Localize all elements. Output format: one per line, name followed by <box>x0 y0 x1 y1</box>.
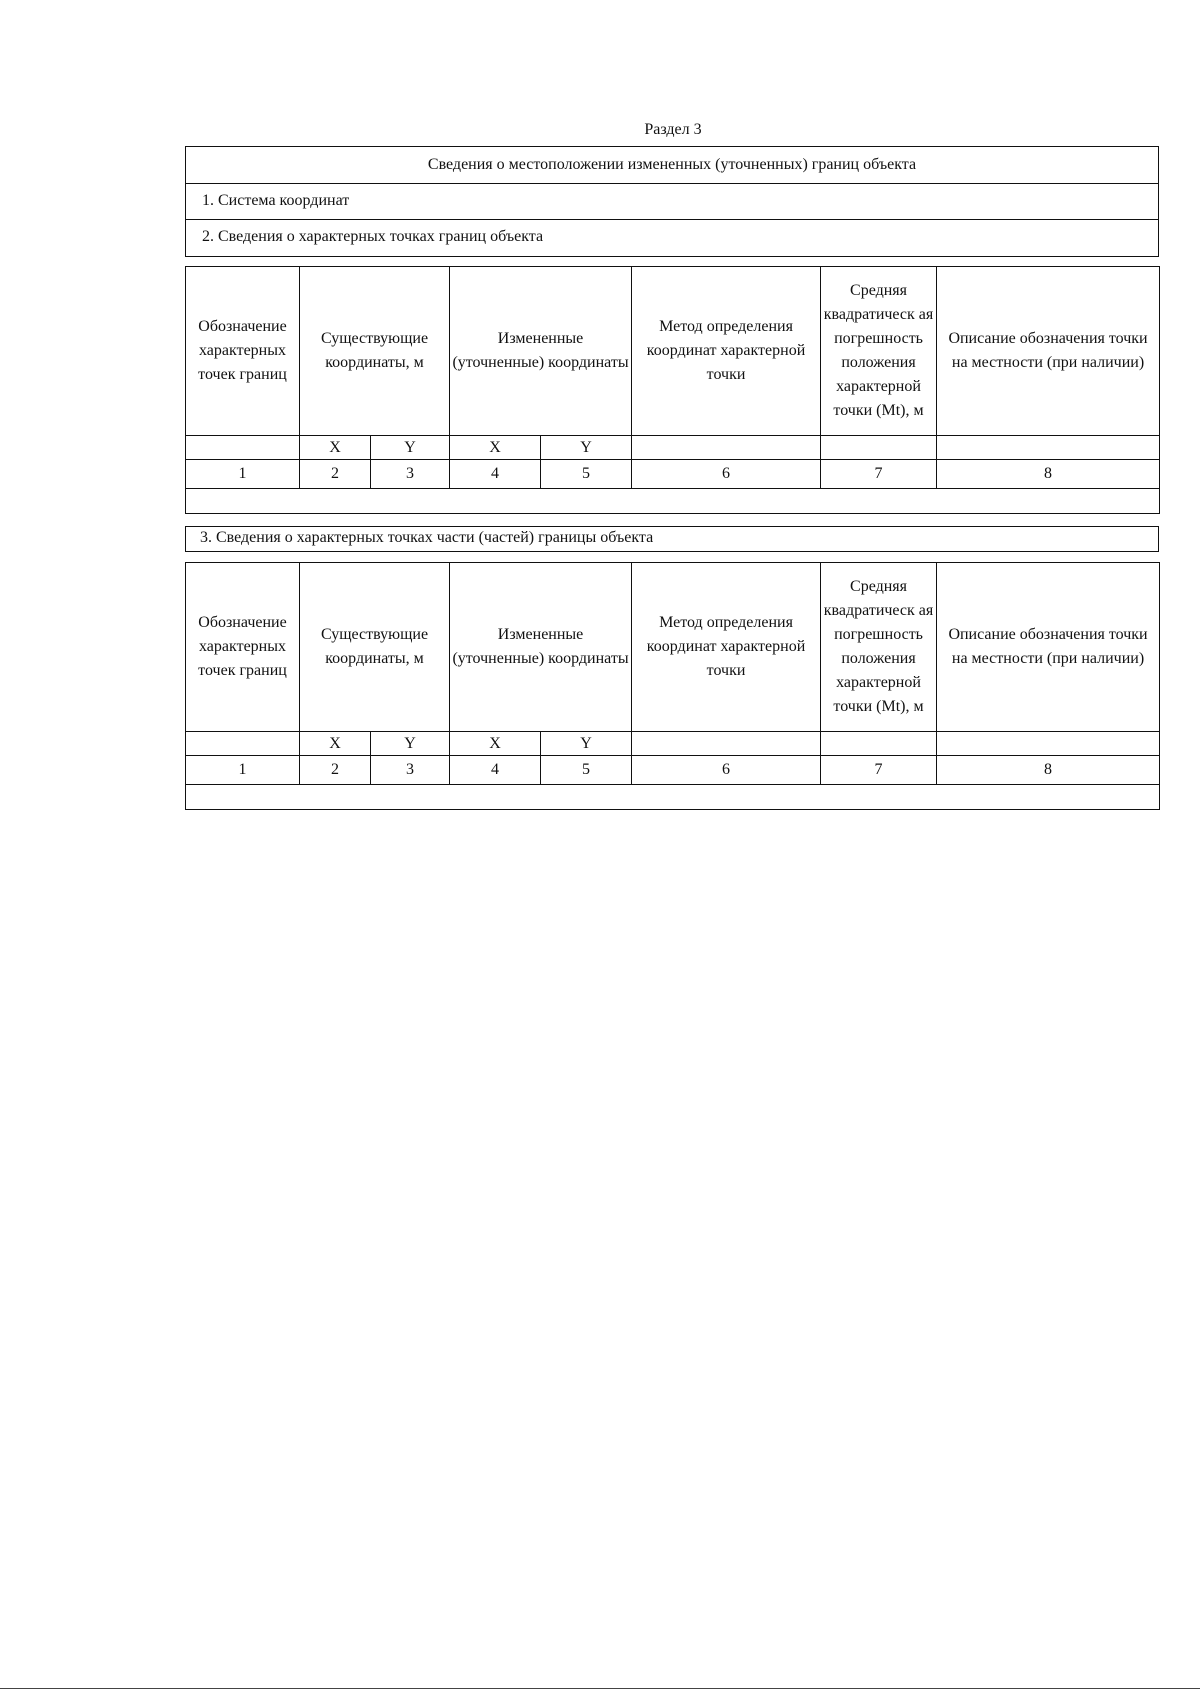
col-point-label: Обозначение характерных точек границ <box>186 563 300 732</box>
axis-cell-empty <box>821 732 937 756</box>
axis-cell-empty <box>937 732 1160 756</box>
header-row <box>186 267 1160 436</box>
parts-heading: 3. Сведения о характерных точках части (частей) границы объекта <box>185 526 1159 552</box>
section-title: Раздел 3 <box>644 121 702 138</box>
col-error: Средняя квадратическ ая погрешность положения характерной точки (Mt), м <box>821 267 937 436</box>
axis-row <box>186 732 1160 756</box>
boundary-points-table <box>185 266 1160 514</box>
empty-data-row <box>186 489 1160 514</box>
col-error: Средняя квадратическ ая погрешность положения характерной точки (Mt), м <box>821 563 937 732</box>
column-number: 8 <box>937 756 1160 785</box>
column-number: 4 <box>450 460 541 489</box>
column-number: 1 <box>186 756 300 785</box>
column-number: 8 <box>937 460 1160 489</box>
axis-cell-empty <box>186 436 300 460</box>
column-number: 2 <box>300 460 371 489</box>
axis-row <box>186 436 1160 460</box>
column-number: 5 <box>541 460 632 489</box>
column-number: 6 <box>632 460 821 489</box>
col-existing-coords: Существующие координаты, м <box>300 563 450 732</box>
axis-cell: Y <box>371 436 450 460</box>
column-number: 3 <box>371 756 450 785</box>
column-number: 2 <box>300 756 371 785</box>
axis-cell: Y <box>541 732 632 756</box>
col-changed-coords: Измененные (уточненные) координаты <box>450 563 632 732</box>
axis-cell: Y <box>371 732 450 756</box>
page-bottom-rule <box>0 1688 1200 1689</box>
axis-cell-empty <box>632 436 821 460</box>
column-number: 1 <box>186 460 300 489</box>
axis-cell-empty <box>186 732 300 756</box>
column-number: 7 <box>821 756 937 785</box>
col-point-label: Обозначение характерных точек границ <box>186 267 300 436</box>
boundary-parts-table <box>185 562 1160 810</box>
axis-cell: X <box>300 436 371 460</box>
column-number-row <box>186 460 1160 489</box>
axis-cell: X <box>450 436 541 460</box>
empty-data-cell <box>186 489 1160 514</box>
axis-cell-empty <box>821 436 937 460</box>
col-method: Метод определения координат характерной точки <box>632 563 821 732</box>
col-description: Описание обозначения точки на местности (при наличии) <box>937 563 1160 732</box>
axis-cell-empty <box>632 732 821 756</box>
col-description: Описание обозначения точки на местности (при наличии) <box>937 267 1160 436</box>
col-changed-coords: Измененные (уточненные) координаты <box>450 267 632 436</box>
axis-cell: X <box>450 732 541 756</box>
col-method: Метод определения координат характерной точки <box>632 267 821 436</box>
column-number: 6 <box>632 756 821 785</box>
axis-cell-empty <box>937 436 1160 460</box>
column-number: 3 <box>371 460 450 489</box>
coord-system-label: 1. Система координат <box>185 183 1159 220</box>
document-title: Сведения о местоположении измененных (уточненных) границ объекта <box>185 146 1159 184</box>
axis-cell: X <box>300 732 371 756</box>
column-number-row <box>186 756 1160 785</box>
column-number: 7 <box>821 460 937 489</box>
empty-data-row <box>186 785 1160 810</box>
header-row <box>186 563 1160 732</box>
axis-cell: Y <box>541 436 632 460</box>
empty-data-cell <box>186 785 1160 810</box>
points-heading: 2. Сведения о характерных точках границ объекта <box>185 219 1159 257</box>
column-number: 4 <box>450 756 541 785</box>
column-number: 5 <box>541 756 632 785</box>
col-existing-coords: Существующие координаты, м <box>300 267 450 436</box>
